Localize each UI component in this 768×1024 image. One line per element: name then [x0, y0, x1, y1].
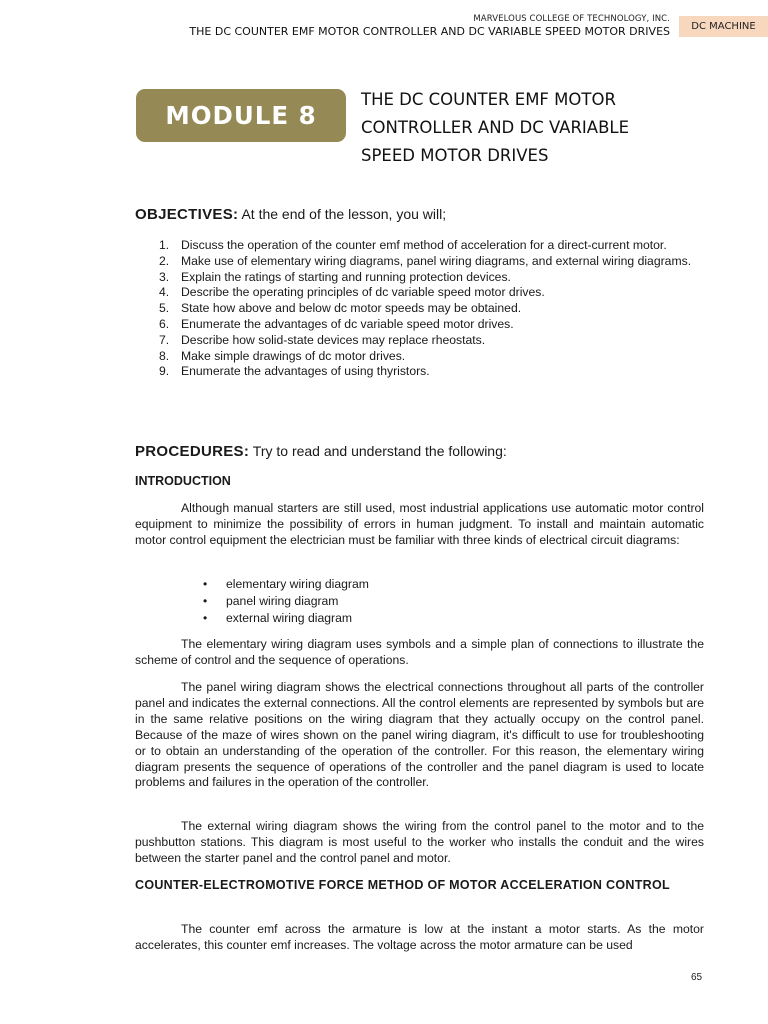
bullet-icon: • — [203, 577, 208, 591]
item-number: 4. — [159, 285, 170, 300]
list-item — [135, 349, 705, 365]
item-text: Describe how solid-state devices may replace rheostats. — [181, 332, 486, 347]
item-number: 3. — [159, 269, 170, 284]
list-item — [135, 364, 705, 380]
list-item — [135, 238, 705, 254]
item-text: external wiring diagram — [226, 611, 352, 625]
objectives-label: OBJECTIVES: — [135, 206, 239, 223]
item-text: Explain the ratings of starting and running protection devices. — [181, 269, 511, 284]
module-badge: MODULE 8 — [136, 89, 346, 142]
objectives-heading — [135, 206, 446, 223]
list-item — [135, 317, 705, 333]
paragraph: The panel wiring diagram shows the electrical connections throughout all parts of the controller panel and indicates the external connections. All the control elements are represented by symbols but are in the same relative positions on the wiring diagram that they actually occupy on the control panel. Because of the maze of wires shown on the panel wiring diagram, it's difficult to use for troubleshooting or to obtain an understanding of the operation of the controller. For this reason, the elementary wiring diagram presents the sequence of operations of the controller and the panel diagram is used to locate problems and failures in the operation of the controller. — [135, 680, 704, 790]
module-title — [361, 86, 701, 170]
item-text: Enumerate the advantages of using thyristors. — [181, 364, 430, 379]
objectives-list — [135, 238, 705, 380]
list-item — [135, 333, 705, 349]
diagram-types-list — [135, 576, 369, 627]
subject-tag: DC MACHINE — [679, 16, 768, 37]
item-number: 1. — [159, 238, 170, 252]
paragraph: Although manual starters are still used, most industrial applications use automatic motor control equipment to minimize the possibility of errors in human judgment. To install and maintain automatic motor control equipment the electrician must be familiar with three kinds of electrical circuit diagrams: — [135, 501, 704, 547]
list-item — [135, 285, 705, 301]
list-item — [135, 254, 705, 270]
paragraph: The elementary wiring diagram uses symbols and a simple plan of connections to illustrate the scheme of control and the sequence of operations. — [135, 637, 704, 667]
item-number: 9. — [159, 364, 170, 379]
item-number: 8. — [159, 348, 170, 363]
list-item — [135, 301, 705, 317]
item-text: Enumerate the advantages of dc variable speed motor drives. — [181, 316, 514, 331]
procedures-heading — [135, 443, 507, 460]
paragraph: The external wiring diagram shows the wiring from the control panel to the motor and to the pushbutton stations. This diagram is most useful to the worker who installs the conduit and the wires between the starter panel and the control panel and motor. — [135, 819, 704, 865]
module-title-line: SPEED MOTOR DRIVES — [361, 146, 549, 165]
college-name: MARVELOUS COLLEGE OF TECHNOLOGY, INC. — [473, 14, 670, 24]
procedures-label: PROCEDURES: — [135, 443, 250, 460]
list-item — [135, 593, 369, 610]
module-title-line: THE DC COUNTER EMF MOTOR — [361, 90, 616, 109]
objectives-intro: At the end of the lesson, you will; — [238, 206, 447, 222]
item-number: 5. — [159, 301, 170, 316]
item-text: Make simple drawings of dc motor drives. — [181, 348, 406, 363]
running-header-title: THE DC COUNTER EMF MOTOR CONTROLLER AND DC VARIABLE SPEED MOTOR DRIVES — [189, 25, 670, 38]
item-text: Make use of elementary wiring diagrams, panel wiring diagrams, and external wiring diagrams. — [181, 253, 692, 268]
list-item — [135, 576, 369, 593]
item-number: 6. — [159, 316, 170, 331]
cemf-heading: COUNTER-ELECTROMOTIVE FORCE METHOD OF MOTOR ACCELERATION CONTROL — [135, 878, 670, 892]
list-item — [135, 270, 705, 286]
item-number: 7. — [159, 332, 170, 347]
item-number: 2. — [159, 253, 170, 268]
item-text: Describe the operating principles of dc variable speed motor drives. — [181, 285, 545, 300]
procedures-intro: Try to read and understand the following: — [249, 443, 507, 459]
item-text: Discuss the operation of the counter emf method of acceleration for a direct-current motor. — [181, 238, 667, 252]
module-title-line: CONTROLLER AND DC VARIABLE — [361, 118, 630, 137]
item-text: State how above and below dc motor speeds may be obtained. — [181, 301, 522, 316]
introduction-heading: INTRODUCTION — [135, 474, 231, 488]
page-number: 65 — [691, 972, 703, 983]
bullet-icon: • — [203, 611, 208, 625]
item-text: panel wiring diagram — [226, 594, 339, 608]
list-item — [135, 610, 369, 627]
item-text: elementary wiring diagram — [226, 577, 369, 591]
paragraph: The counter emf across the armature is low at the instant a motor starts. As the motor accelerates, this counter emf increases. The voltage across the motor armature can be used — [135, 922, 704, 952]
bullet-icon: • — [203, 594, 208, 608]
